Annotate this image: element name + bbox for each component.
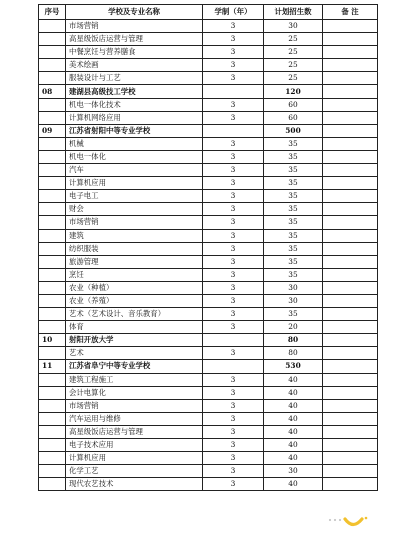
cell-name: 艺术: [66, 347, 203, 360]
cell-no: [39, 321, 66, 334]
major-row: [39, 308, 378, 321]
cell-no: [39, 294, 66, 307]
cell-note: [323, 59, 378, 72]
cell-plan: 35: [264, 268, 323, 281]
cell-note: [323, 124, 378, 137]
cell-years: 3: [203, 150, 264, 163]
cell-note: [323, 177, 378, 190]
cell-no: [39, 33, 66, 46]
cell-no: [39, 242, 66, 255]
cell-plan: 80: [264, 347, 323, 360]
major-row: [39, 46, 378, 59]
cell-note: [323, 216, 378, 229]
cell-name: 高星级饭店运营与管理: [66, 33, 203, 46]
cell-no: [39, 412, 66, 425]
header-name: 学校及专业名称: [66, 5, 203, 20]
cell-plan: 80: [264, 334, 323, 347]
cell-name: 农业（种植）: [66, 281, 203, 294]
cell-name: 汽车运用与维修: [66, 412, 203, 425]
cell-plan: 30: [264, 281, 323, 294]
cell-plan: 30: [264, 294, 323, 307]
cell-name: 计算机应用: [66, 177, 203, 190]
major-row: [39, 452, 378, 465]
cell-no: [39, 478, 66, 491]
cell-note: [323, 255, 378, 268]
cell-name: 现代农艺技术: [66, 478, 203, 491]
cell-no: 11: [39, 360, 66, 373]
cell-no: [39, 177, 66, 190]
cell-note: [323, 242, 378, 255]
cell-note: [323, 46, 378, 59]
major-row: [39, 478, 378, 491]
cell-name: 市场营销: [66, 20, 203, 33]
cell-years: 3: [203, 281, 264, 294]
school-row: [39, 85, 378, 98]
header-note: 备 注: [323, 5, 378, 20]
cell-note: [323, 203, 378, 216]
cell-years: 3: [203, 98, 264, 111]
major-row: [39, 465, 378, 478]
cell-no: [39, 373, 66, 386]
major-row: [39, 439, 378, 452]
cell-note: [323, 164, 378, 177]
cell-plan: 120: [264, 85, 323, 98]
cell-note: [323, 281, 378, 294]
cell-no: [39, 20, 66, 33]
cell-note: [323, 20, 378, 33]
cell-years: 3: [203, 347, 264, 360]
cell-plan: 35: [264, 203, 323, 216]
header-years: 学制（年）: [203, 5, 264, 20]
cell-name: 建筑工程施工: [66, 373, 203, 386]
cell-name: 汽车: [66, 164, 203, 177]
cell-plan: 35: [264, 308, 323, 321]
cell-name: 江苏省阜宁中等专业学校: [66, 360, 203, 373]
cell-no: [39, 399, 66, 412]
cell-note: [323, 439, 378, 452]
cell-name: 纺织服装: [66, 242, 203, 255]
cell-no: [39, 425, 66, 438]
cell-years: 3: [203, 111, 264, 124]
cell-plan: 35: [264, 164, 323, 177]
cell-note: [323, 334, 378, 347]
cell-years: 3: [203, 465, 264, 478]
cell-years: 3: [203, 20, 264, 33]
cell-plan: 35: [264, 255, 323, 268]
cell-name: 江苏省射阳中等专业学校: [66, 124, 203, 137]
cell-note: [323, 452, 378, 465]
cell-note: [323, 98, 378, 111]
cell-name: 电子技术应用: [66, 439, 203, 452]
cell-name: 美术绘画: [66, 59, 203, 72]
cell-years: 3: [203, 308, 264, 321]
header-no: 序号: [39, 5, 66, 20]
cell-plan: 35: [264, 229, 323, 242]
cell-years: 3: [203, 203, 264, 216]
cell-name: 艺术（艺术设计、音乐教育）: [66, 308, 203, 321]
cell-note: [323, 412, 378, 425]
cell-no: [39, 216, 66, 229]
cell-plan: 40: [264, 412, 323, 425]
cell-no: 10: [39, 334, 66, 347]
cell-plan: 40: [264, 386, 323, 399]
cell-years: [203, 360, 264, 373]
cell-name: 计算机应用: [66, 452, 203, 465]
cell-name: 机械: [66, 137, 203, 150]
cell-note: [323, 360, 378, 373]
cell-years: 3: [203, 294, 264, 307]
enrollment-plan-sheet: [38, 4, 372, 491]
cell-plan: 40: [264, 439, 323, 452]
cell-plan: 35: [264, 177, 323, 190]
cell-years: [203, 124, 264, 137]
cell-years: 3: [203, 452, 264, 465]
cell-no: [39, 190, 66, 203]
cell-plan: 35: [264, 137, 323, 150]
major-row: [39, 425, 378, 438]
cell-years: 3: [203, 412, 264, 425]
school-row: [39, 334, 378, 347]
major-row: [39, 386, 378, 399]
cell-no: [39, 203, 66, 216]
cell-name: 机电一体化: [66, 150, 203, 163]
cell-no: [39, 347, 66, 360]
major-row: [39, 216, 378, 229]
cell-name: 财会: [66, 203, 203, 216]
cell-name: 市场营销: [66, 216, 203, 229]
cell-name: 农业（养殖）: [66, 294, 203, 307]
cell-note: [323, 229, 378, 242]
cell-plan: 35: [264, 242, 323, 255]
cell-no: [39, 164, 66, 177]
cell-years: 3: [203, 229, 264, 242]
cell-note: [323, 33, 378, 46]
cell-years: 3: [203, 425, 264, 438]
cell-plan: 40: [264, 373, 323, 386]
cell-years: [203, 85, 264, 98]
major-row: [39, 137, 378, 150]
cell-plan: 40: [264, 478, 323, 491]
cell-note: [323, 72, 378, 85]
cell-no: [39, 46, 66, 59]
cell-plan: 500: [264, 124, 323, 137]
cell-no: [39, 98, 66, 111]
major-row: [39, 111, 378, 124]
cell-note: [323, 85, 378, 98]
cell-years: [203, 334, 264, 347]
cell-no: [39, 268, 66, 281]
cell-years: 3: [203, 164, 264, 177]
cell-name: 建筑: [66, 229, 203, 242]
major-row: [39, 268, 378, 281]
cell-plan: 40: [264, 452, 323, 465]
major-row: [39, 203, 378, 216]
cell-years: 3: [203, 399, 264, 412]
cell-no: [39, 465, 66, 478]
cell-plan: 40: [264, 425, 323, 438]
cell-years: 3: [203, 242, 264, 255]
cell-years: 3: [203, 59, 264, 72]
cell-plan: 60: [264, 98, 323, 111]
cell-plan: 25: [264, 33, 323, 46]
cell-plan: 35: [264, 190, 323, 203]
cell-plan: 25: [264, 46, 323, 59]
cell-years: 3: [203, 33, 264, 46]
cell-note: [323, 294, 378, 307]
cell-note: [323, 425, 378, 438]
cell-name: 旅游管理: [66, 255, 203, 268]
major-row: [39, 281, 378, 294]
cell-note: [323, 150, 378, 163]
cell-plan: 25: [264, 59, 323, 72]
major-row: [39, 59, 378, 72]
major-row: [39, 20, 378, 33]
cell-note: [323, 478, 378, 491]
cell-years: 3: [203, 46, 264, 59]
major-row: [39, 242, 378, 255]
cell-plan: 25: [264, 72, 323, 85]
cell-years: 3: [203, 72, 264, 85]
header-plan: 计划招生数: [264, 5, 323, 20]
major-row: [39, 373, 378, 386]
major-row: [39, 294, 378, 307]
cell-name: 烹饪: [66, 268, 203, 281]
cell-note: [323, 321, 378, 334]
cell-no: [39, 150, 66, 163]
major-row: [39, 150, 378, 163]
cell-note: [323, 111, 378, 124]
cell-no: [39, 229, 66, 242]
cell-no: [39, 386, 66, 399]
cell-no: [39, 452, 66, 465]
cell-years: 3: [203, 373, 264, 386]
cell-note: [323, 268, 378, 281]
cell-no: [39, 308, 66, 321]
cell-years: 3: [203, 268, 264, 281]
enrollment-plan-table: [38, 4, 378, 491]
cell-plan: 35: [264, 216, 323, 229]
major-row: [39, 33, 378, 46]
cell-no: [39, 72, 66, 85]
major-row: [39, 98, 378, 111]
cell-no: [39, 137, 66, 150]
cell-years: 3: [203, 255, 264, 268]
cell-plan: 60: [264, 111, 323, 124]
table-header-row: [39, 5, 378, 20]
cell-plan: 30: [264, 20, 323, 33]
major-row: [39, 177, 378, 190]
cell-name: 高星级饭店运营与管理: [66, 425, 203, 438]
cell-plan: 30: [264, 465, 323, 478]
cell-no: [39, 439, 66, 452]
major-row: [39, 190, 378, 203]
cell-note: [323, 373, 378, 386]
major-row: [39, 399, 378, 412]
major-row: [39, 347, 378, 360]
school-row: [39, 124, 378, 137]
cell-name: 会计电算化: [66, 386, 203, 399]
cell-plan: 20: [264, 321, 323, 334]
cell-years: 3: [203, 216, 264, 229]
cell-name: 计算机网络应用: [66, 111, 203, 124]
major-row: [39, 412, 378, 425]
cell-years: 3: [203, 137, 264, 150]
cell-years: 3: [203, 321, 264, 334]
cell-no: [39, 111, 66, 124]
cell-years: 3: [203, 439, 264, 452]
cell-note: [323, 347, 378, 360]
cell-note: [323, 399, 378, 412]
cell-plan: 35: [264, 150, 323, 163]
cell-name: 射阳开放大学: [66, 334, 203, 347]
cell-name: 电子电工: [66, 190, 203, 203]
major-row: [39, 72, 378, 85]
cell-name: 体育: [66, 321, 203, 334]
cell-note: [323, 465, 378, 478]
major-row: [39, 321, 378, 334]
cell-plan: 530: [264, 360, 323, 373]
cell-no: 08: [39, 85, 66, 98]
cell-no: [39, 59, 66, 72]
cell-name: 中餐烹饪与营养膳食: [66, 46, 203, 59]
major-row: [39, 255, 378, 268]
cell-years: 3: [203, 386, 264, 399]
cell-note: [323, 386, 378, 399]
school-row: [39, 360, 378, 373]
cell-no: 09: [39, 124, 66, 137]
cell-note: [323, 308, 378, 321]
cell-name: 机电一体化技术: [66, 98, 203, 111]
major-row: [39, 164, 378, 177]
cell-plan: 40: [264, 399, 323, 412]
cell-name: 化学工艺: [66, 465, 203, 478]
cell-name: 服装设计与工艺: [66, 72, 203, 85]
major-row: [39, 229, 378, 242]
cell-years: 3: [203, 478, 264, 491]
cell-name: 市场营销: [66, 399, 203, 412]
cell-note: [323, 137, 378, 150]
cell-note: [323, 190, 378, 203]
cell-years: 3: [203, 190, 264, 203]
cell-years: 3: [203, 177, 264, 190]
cell-name: 建湖县高级技工学校: [66, 85, 203, 98]
smile-logo-icon: [326, 513, 376, 531]
cell-no: [39, 281, 66, 294]
cell-no: [39, 255, 66, 268]
